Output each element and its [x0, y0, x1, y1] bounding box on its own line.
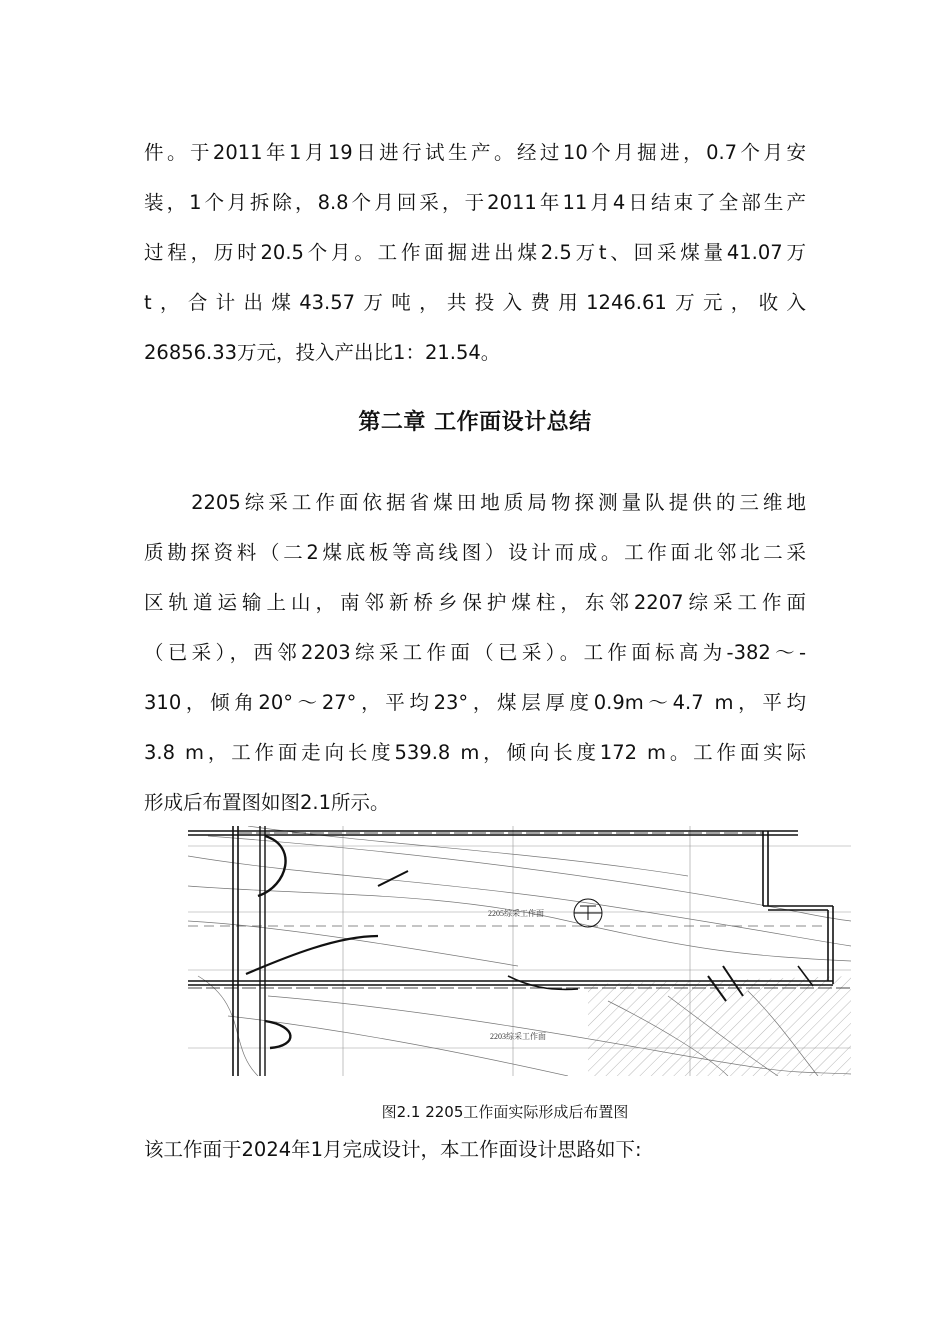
text-line: 质勘探资料（二2煤底板等高线图）设计而成。工作面北邻北二采 [144, 541, 806, 564]
text-line: t，合计出煤43.57万吨，共投入费用1246.61万元，收入 [144, 291, 806, 314]
face-label-2203: 2203综采工作面 [490, 1032, 546, 1041]
chapter-heading: 第二章 工作面设计总结 [358, 410, 592, 435]
text-line: 3.8 m，工作面走向长度539.8 m，倾向长度172 m。工作面实际 [144, 741, 806, 764]
layout-drawing-svg [188, 826, 851, 1076]
text-line: 310，倾角20°～27°，平均23°，煤层厚度0.9m～4.7 m，平均 [144, 691, 806, 714]
text-line: 过程，历时20.5个月。工作面掘进出煤2.5万t、回采煤量41.07万 [144, 241, 806, 264]
paragraph-design-approach: 该工作面于2024年1月完成设计，本工作面设计思路如下: [144, 1138, 642, 1161]
paragraph-design-description [144, 478, 806, 828]
working-face-layout-drawing [188, 826, 851, 1076]
face-label-2205: 2205综采工作面 [488, 909, 544, 918]
figure-caption: 图2.1 2205工作面实际形成后布置图 [381, 1103, 629, 1121]
text-line: 件。于2011年1月19日进行试生产。经过10个月掘进，0.7个月安 [144, 141, 806, 164]
text-line: （已采），西邻2203综采工作面（已采）。工作面标高为-382～- [144, 641, 806, 664]
paragraph-production-summary [144, 128, 806, 378]
text-line: 区轨道运输上山，南邻新桥乡保护煤柱，东邻2207综采工作面 [144, 591, 806, 614]
text-line: 装，1个月拆除，8.8个月回采，于2011年11月4日结束了全部生产 [144, 191, 806, 214]
text-line: 形成后布置图如图2.1所示。 [144, 791, 390, 814]
text-line: 26856.33万元，投入产出比1：21.54。 [144, 341, 501, 364]
text-line: 2205综采工作面依据省煤田地质局物探测量队提供的三维地 [144, 491, 806, 514]
